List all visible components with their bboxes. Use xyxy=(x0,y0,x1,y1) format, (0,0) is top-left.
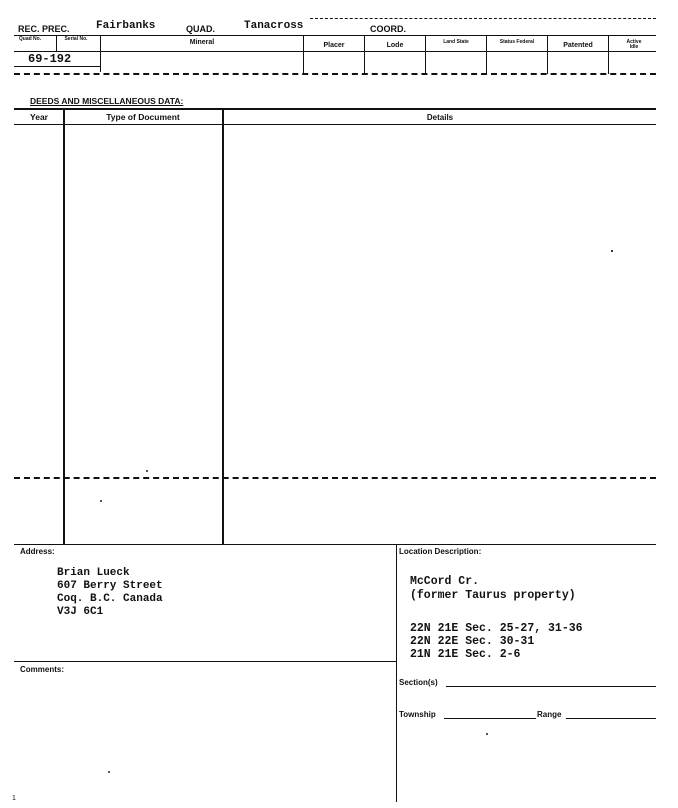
location-label: Location Description: xyxy=(399,547,482,556)
sep-mineral xyxy=(303,36,304,74)
coord-label: COORD. xyxy=(370,24,406,34)
col-serial-no: Serial No. xyxy=(64,36,88,42)
speck xyxy=(108,771,110,773)
sep-placer xyxy=(364,36,365,74)
address-line: Brian Lueck xyxy=(57,567,130,579)
address-label: Address: xyxy=(20,547,55,556)
address-block xyxy=(57,567,163,619)
col-land-state: Land State xyxy=(443,39,469,45)
legal-description xyxy=(410,622,583,661)
speck xyxy=(486,733,488,735)
legal-line: 22N 22E Sec. 30-31 xyxy=(410,635,535,648)
location-line: (former Taurus property) xyxy=(410,589,576,602)
col-patented: Patented xyxy=(563,42,593,49)
speck xyxy=(611,250,613,252)
col-lode: Lode xyxy=(386,42,404,49)
range-label: Range xyxy=(537,710,562,719)
header-rule xyxy=(14,35,656,36)
range-field[interactable] xyxy=(566,718,656,719)
deeds-title: DEEDS AND MISCELLANEOUS DATA: xyxy=(30,96,184,106)
sep-land xyxy=(486,36,487,74)
speck xyxy=(146,470,148,472)
location-line: McCord Cr. xyxy=(410,575,480,588)
sep-patented xyxy=(608,36,609,74)
address-line: 607 Berry Street xyxy=(57,580,163,592)
speck xyxy=(100,500,102,502)
sep-status xyxy=(547,36,548,74)
quad-value: Tanacross xyxy=(244,20,304,32)
col-quad-no: Quad No. xyxy=(18,36,42,42)
deeds-dash-rule xyxy=(14,477,656,479)
location-description xyxy=(410,575,576,603)
deeds-top-rule xyxy=(14,108,656,110)
sep-quad xyxy=(56,36,57,51)
quad-serial-value: 69-192 xyxy=(28,52,72,66)
comments-rule xyxy=(14,661,396,662)
record-dash-rule xyxy=(14,73,656,75)
quad-label: QUAD. xyxy=(186,24,215,34)
col-year: Year xyxy=(30,112,48,122)
sep-lode xyxy=(425,36,426,74)
legal-line: 22N 21E Sec. 25-27, 31-36 xyxy=(410,622,583,635)
legal-line: 21N 21E Sec. 2-6 xyxy=(410,648,521,661)
address-line: Coq. B.C. Canada xyxy=(57,593,163,605)
sections-label: Section(s) xyxy=(399,678,438,687)
deeds-header-rule xyxy=(14,124,656,125)
col-details: Details xyxy=(426,113,454,122)
sections-field[interactable] xyxy=(446,686,656,687)
serial-underline xyxy=(14,66,100,67)
rec-prec-label: REC. PREC. xyxy=(18,24,70,34)
col-active-idle: Active Idle xyxy=(626,39,642,50)
sep-serial xyxy=(100,36,101,72)
footer-mark: 1 xyxy=(12,795,16,802)
col-type-of-document: Type of Document xyxy=(106,112,180,122)
lower-divider xyxy=(396,544,397,802)
township-label: Township xyxy=(399,710,436,719)
columns-rule xyxy=(14,51,656,52)
header-top-dash xyxy=(310,18,656,19)
col-status-federal: Status Federal xyxy=(499,39,535,45)
col-mineral: Mineral xyxy=(189,39,215,46)
township-field[interactable] xyxy=(444,718,536,719)
comments-label: Comments: xyxy=(20,665,65,674)
address-line: V3J 6C1 xyxy=(57,606,104,618)
deeds-bottom-rule xyxy=(14,544,656,545)
col-placer: Placer xyxy=(323,42,345,49)
rec-prec-value: Fairbanks xyxy=(96,20,156,32)
